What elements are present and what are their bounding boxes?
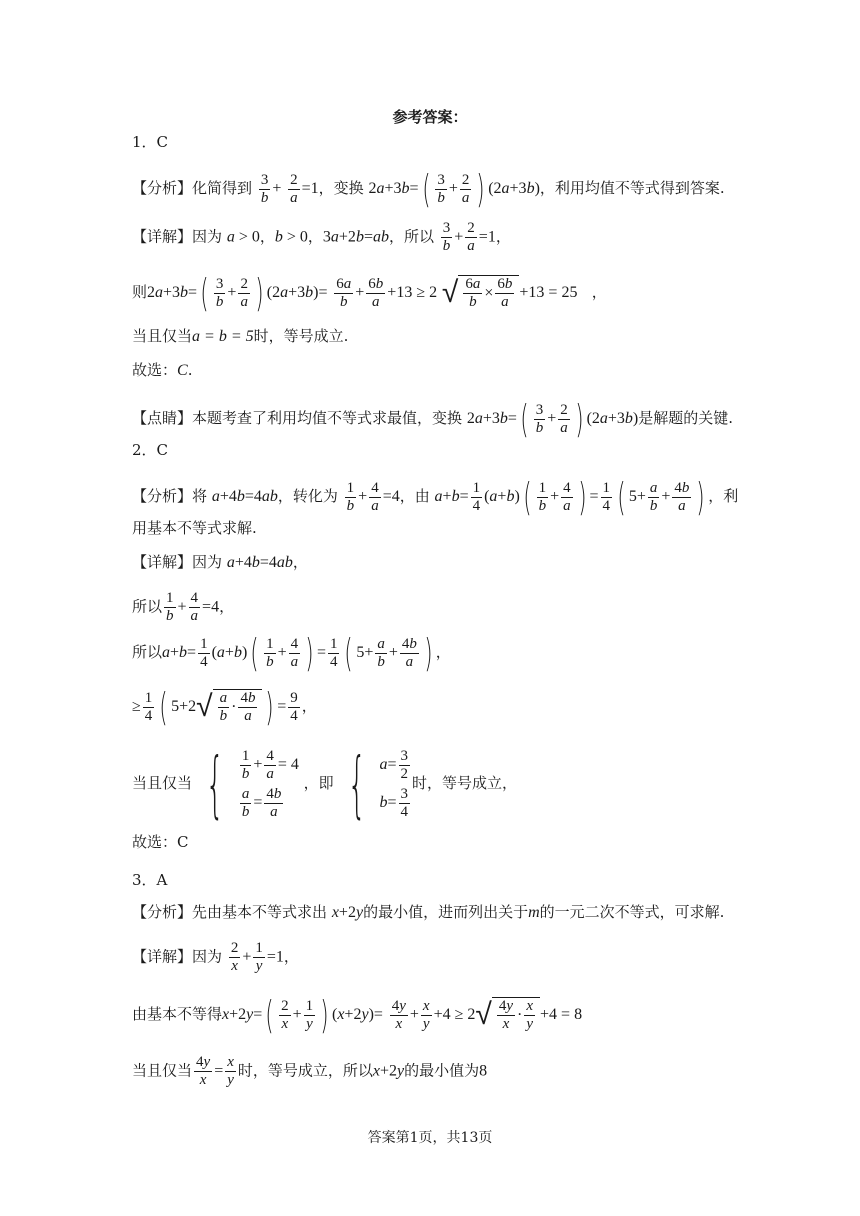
q3-derivation: 由基本不等得x+2y=( $\frac{2}{x}$ + $\frac{1}{y}$ ) (x+2y)= $\frac{4y}{x}$ + $\frac{x}{y}$ +4 ≥ 2√ $\frac{4y}{x}$ · $\frac{x}{y}$ +4 = 8 [132,993,583,1037]
q2-step2: 所以a+b= $\frac{1}{4}$ (a+b)( $\frac{1}{b}$ + $\frac{4}{a}$ ) = $\frac{1}{4}$ ( 5+ $\frac{a}{b}$ + $\frac{4b}{a}$ ) ， [132,631,451,675]
q3-number: 3．A [132,871,168,889]
q3-equality: 当且仅当 $\frac{4y}{x}$ = $\frac{x}{y}$ 时，等号成立，所以x+2y的最小值为8 [132,1054,488,1088]
q2-choose: 故选：C [132,833,189,851]
q1-choose: 故选：C. [132,361,193,379]
q1-analysis: 【分析】化简得到 $\frac{3}{b}$ + $\frac{2}{a}$ =1，变换 2a+3b=( $\frac{3}{b}$ + $\frac{2}{a}$ ) (2a+3b)，利用均值不等式得到答案. [132,167,725,211]
page-footer: 答案第1页，共13页 [367,1130,493,1146]
q2-analysis: 【分析】将 a+4b=4ab，转化为 $\frac{1}{b}$ + $\frac{4}{a}$ =4，由 a+b= $\frac{1}{4}$ (a+b)( $\frac{1}{b}$ + $\frac{4}{a}$ ) = $\frac{1}{4}$ ( 5+ $\frac{a}{b}$ + $\frac{4b}{a}$ ) ，利 [132,475,739,519]
q2-step3: ≥ $\frac{1}{4}$ ( 5+2√ $\frac{a}{b}$ · $\frac{4b}{a}$ ) = $\frac{9}{4}$ ， [132,685,317,729]
q1-equality: 当且仅当a = b = 5时，等号成立. [132,327,349,345]
q2-equality: 当且仅当 { $\frac{1}{b}$ + $\frac{4}{a}$ = 4 $\frac{a}{b}$ = $\frac{4b}{a}$ ，即 { a = $\frac{3}{2}$ b = $\frac{3}{4}$ 时，等号成立， [132,742,518,826]
q2-analysis-cont: 用基本不等式求解. [132,519,257,537]
q3-analysis: 【分析】先由基本不等式求出 x+2y的最小值，进而列出关于m的一元二次不等式，可求解. [132,903,725,921]
q1-detail: 【详解】因为 a > 0，b > 0，3a+2b=ab，所以 $\frac{3}{b}$ + $\frac{2}{a}$ =1， [132,220,511,254]
q2-number: 2．C [132,441,169,459]
q1-number: 1．C [132,133,169,151]
page-title: 参考答案： [392,108,468,126]
q2-detail: 【详解】因为 a+4b=4ab， [132,553,308,571]
q2-step1: 所以 $\frac{1}{b}$ + $\frac{4}{a}$ =4， [132,590,235,624]
q1-derivation: 则2a+3b=( $\frac{3}{b}$ + $\frac{2}{a}$ ) (2a+3b)= $\frac{6a}{b}$ + $\frac{6b}{a}$ +13 ≥ 2 √ $\frac{6a}{b}$ × $\frac{6b}{a}$ +13 = 25 ， [132,271,607,315]
q1-comment: 【点睛】本题考查了利用均值不等式求最值，变换 2a+3b=( $\frac{3}{b}$ + $\frac{2}{a}$ ) (2a+3b)是解题的关键. [132,397,734,441]
q3-detail: 【详解】因为 $\frac{2}{x}$ + $\frac{1}{y}$ =1， [132,940,299,974]
